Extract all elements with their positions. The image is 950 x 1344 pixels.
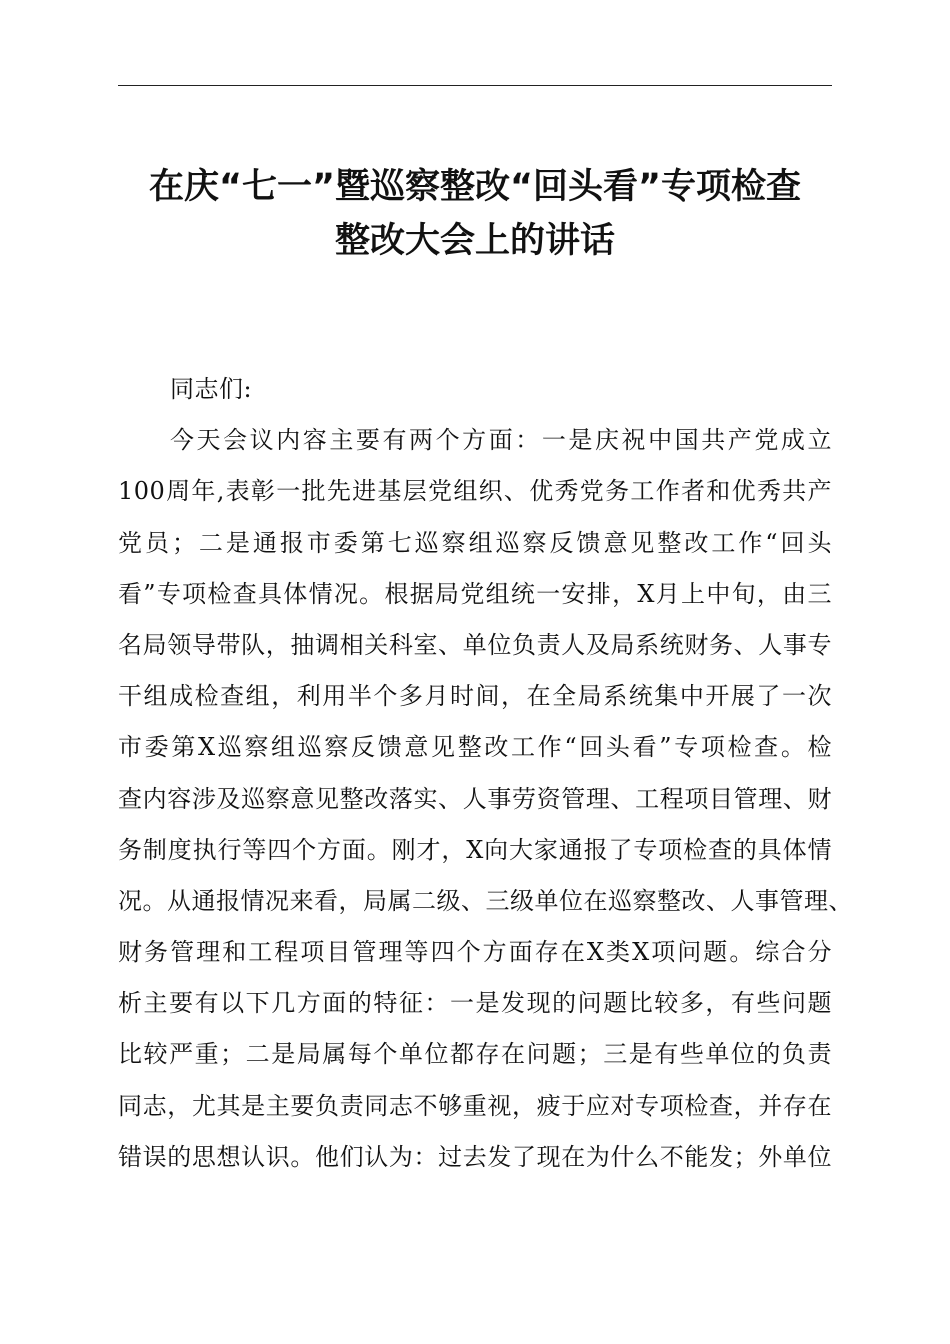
salutation: 同志们:: [170, 375, 253, 403]
title-line-2: 整改大会上的讲话: [334, 221, 615, 261]
body-line: 况。从通报情况来看，局属二级、三级单位在巡察整改、人事管理、: [118, 886, 853, 915]
body-line: 查内容涉及巡察意见整改落实、人事劳资管理、工程项目管理、财: [118, 784, 832, 813]
body-line: 干组成检查组，利用半个多月时间，在全局系统集中开展了一次: [118, 682, 832, 711]
body-line: 错误的思想认识。他们认为：过去发了现在为什么不能发；外单位: [118, 1142, 832, 1171]
body-line: 党员；二是通报市委第七巡察组巡察反馈意见整改工作“回头: [118, 528, 832, 557]
body-line: 财务管理和工程项目管理等四个方面存在X类X项问题。综合分: [118, 938, 832, 967]
document-body: [118, 364, 853, 1183]
body-line: 100周年,表彰一批先进基层党组织、优秀党务工作者和优秀共产: [118, 477, 832, 506]
body-line: 务制度执行等四个方面。刚才，X向大家通报了专项检查的具体情: [118, 835, 832, 864]
body-line: 市委第X巡察组巡察反馈意见整改工作“回头看”专项检查。检: [118, 733, 832, 762]
header-rule: [118, 85, 832, 86]
body-line: 比较严重；二是局属每个单位都存在问题；三是有些单位的负责: [118, 1040, 832, 1069]
body-line: 今天会议内容主要有两个方面：一是庆祝中国共产党成立: [170, 426, 832, 455]
body-line: 看”专项检查具体情况。根据局党组统一安排，X月上中旬，由三: [118, 579, 832, 608]
body-line: 同志，尤其是主要负责同志不够重视，疲于应对专项检查，并存在: [118, 1091, 832, 1120]
body-line: 析主要有以下几方面的特征：一是发现的问题比较多，有些问题: [118, 989, 832, 1018]
title-line-1: 在庆“七一”暨巡察整改“回头看”专项检查: [148, 167, 801, 207]
body-line: 名局领导带队，抽调相关科室、单位负责人及局系统财务、人事专: [118, 630, 832, 659]
document-title: [118, 160, 832, 268]
